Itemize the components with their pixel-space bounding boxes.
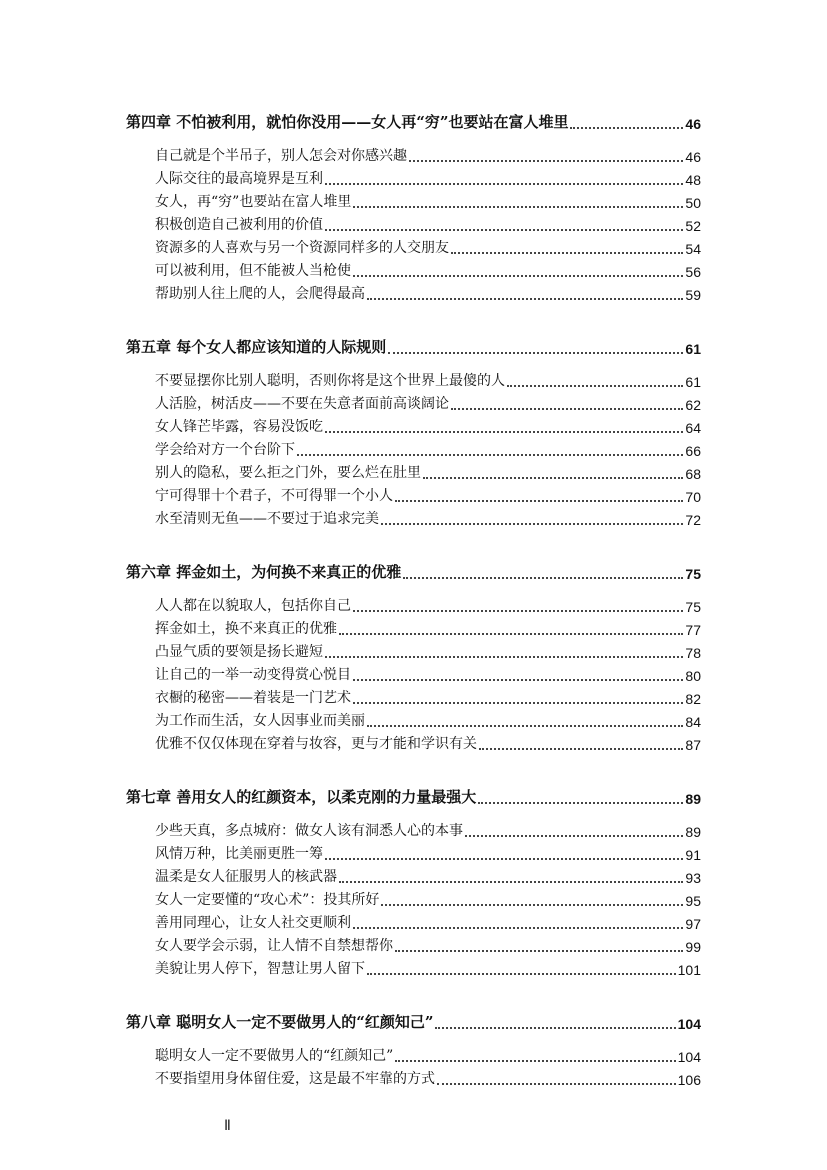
section-page-number: 56 bbox=[685, 264, 701, 280]
section-page-number: 106 bbox=[677, 1072, 701, 1088]
section-entry[interactable] bbox=[126, 165, 701, 188]
leader-dots bbox=[367, 961, 676, 975]
section-title: 美貌让男人停下，智慧让男人留下 bbox=[155, 961, 365, 977]
leader-dots bbox=[353, 915, 683, 929]
section-title: 不要指望用身体留住爱，这是最不牢靠的方式 bbox=[155, 1071, 435, 1087]
leader-dots bbox=[388, 340, 683, 354]
section-page-number: 104 bbox=[677, 1049, 701, 1065]
section-page-number: 93 bbox=[685, 870, 701, 886]
section-title: 少些天真，多点城府：做女人该有洞悉人心的本事 bbox=[155, 823, 463, 839]
section-page-number: 95 bbox=[685, 893, 701, 909]
section-title: 人活脸，树活皮——不要在失意者面前高谈阔论 bbox=[155, 396, 449, 412]
leader-dots bbox=[478, 790, 683, 804]
section-page-number: 77 bbox=[685, 622, 701, 638]
section-title: 聪明女人一定不要做男人的“红颜知己” bbox=[155, 1048, 394, 1064]
chapter-page-number: 75 bbox=[685, 566, 701, 582]
section-entry[interactable] bbox=[126, 188, 701, 211]
section-entry[interactable] bbox=[126, 817, 701, 840]
leader-dots bbox=[325, 846, 683, 860]
leader-dots bbox=[381, 892, 683, 906]
section-entry[interactable] bbox=[126, 413, 701, 436]
section-entry[interactable] bbox=[126, 367, 701, 390]
leader-dots bbox=[325, 217, 683, 231]
section-title: 可以被利用，但不能被人当枪使 bbox=[155, 263, 351, 279]
leader-dots bbox=[367, 286, 683, 300]
chapter-title: 第七章 善用女人的红颜资本，以柔克刚的力量最强大 bbox=[126, 788, 477, 806]
section-title: 优雅不仅仅体现在穿着与妆容，更与才能和学识有关 bbox=[155, 736, 477, 752]
leader-dots bbox=[451, 396, 683, 410]
section-entry[interactable] bbox=[126, 661, 701, 684]
section-page-number: 78 bbox=[685, 645, 701, 661]
leader-dots bbox=[297, 442, 683, 456]
chapter-title: 第六章 挥金如土，为何换不来真正的优雅 bbox=[126, 563, 402, 581]
section-page-number: 97 bbox=[685, 916, 701, 932]
section-page-number: 50 bbox=[685, 195, 701, 211]
section-title: 积极创造自己被利用的价值 bbox=[155, 217, 323, 233]
leader-dots bbox=[381, 511, 683, 525]
leader-dots bbox=[395, 938, 683, 952]
section-page-number: 61 bbox=[685, 374, 701, 390]
section-entry[interactable] bbox=[126, 615, 701, 638]
leader-dots bbox=[325, 171, 683, 185]
section-page-number: 80 bbox=[685, 668, 701, 684]
section-title: 女人，再“穷”也要站在富人堆里 bbox=[155, 194, 352, 210]
leader-dots bbox=[367, 713, 683, 727]
leader-dots bbox=[353, 598, 683, 612]
section-title: 善用同理心，让女人社交更顺利 bbox=[155, 915, 351, 931]
chapter-heading[interactable] bbox=[126, 558, 701, 582]
leader-dots bbox=[403, 565, 683, 579]
section-entry[interactable] bbox=[126, 730, 701, 753]
leader-dots bbox=[395, 1048, 675, 1062]
section-page-number: 64 bbox=[685, 420, 701, 436]
section-entry[interactable] bbox=[126, 280, 701, 303]
section-title: 资源多的人喜欢与另一个资源同样多的人交朋友 bbox=[155, 240, 449, 256]
section-entry[interactable] bbox=[126, 707, 701, 730]
chapter-page-number: 104 bbox=[677, 1016, 701, 1032]
section-entry[interactable] bbox=[126, 909, 701, 932]
section-title: 女人一定要懂的“攻心术”：投其所好 bbox=[155, 892, 380, 908]
section-page-number: 54 bbox=[685, 241, 701, 257]
chapter-heading[interactable] bbox=[126, 333, 701, 357]
chapter-heading[interactable] bbox=[126, 783, 701, 807]
chapter-block bbox=[126, 333, 701, 528]
section-entry[interactable] bbox=[126, 840, 701, 863]
chapter-page-number: 46 bbox=[685, 116, 701, 132]
leader-dots bbox=[451, 240, 683, 254]
chapter-block bbox=[126, 1008, 701, 1088]
section-title: 人际交往的最高境界是互利 bbox=[155, 171, 323, 187]
chapter-title: 第四章 不怕被利用，就怕你没用——女人再“穷”也要站在富人堆里 bbox=[126, 113, 569, 131]
leader-dots bbox=[507, 373, 683, 387]
section-title: 衣橱的秘密——着装是一门艺术 bbox=[155, 690, 351, 706]
leader-dots bbox=[353, 194, 683, 208]
section-title: 人人都在以貌取人，包括你自己 bbox=[155, 598, 351, 614]
section-title: 学会给对方一个台阶下 bbox=[155, 442, 295, 458]
section-page-number: 68 bbox=[685, 466, 701, 482]
chapter-block bbox=[126, 108, 701, 303]
section-page-number: 91 bbox=[685, 847, 701, 863]
section-entry[interactable] bbox=[126, 592, 701, 615]
section-page-number: 87 bbox=[685, 737, 701, 753]
chapter-heading[interactable] bbox=[126, 108, 701, 132]
section-entry[interactable] bbox=[126, 955, 701, 978]
leader-dots bbox=[325, 644, 683, 658]
chapter-heading[interactable] bbox=[126, 1008, 701, 1032]
section-entry[interactable] bbox=[126, 638, 701, 661]
section-entry[interactable] bbox=[126, 932, 701, 955]
chapter-page-number: 89 bbox=[685, 791, 701, 807]
section-page-number: 66 bbox=[685, 443, 701, 459]
section-entry[interactable] bbox=[126, 142, 701, 165]
section-title: 女人锋芒毕露，容易没饭吃 bbox=[155, 419, 323, 435]
section-page-number: 72 bbox=[685, 512, 701, 528]
section-entry[interactable] bbox=[126, 390, 701, 413]
chapter-title: 第五章 每个女人都应该知道的人际规则 bbox=[126, 338, 387, 356]
section-entry[interactable] bbox=[126, 459, 701, 482]
leader-dots bbox=[465, 823, 683, 837]
section-title: 挥金如土，换不来真正的优雅 bbox=[155, 621, 337, 637]
leader-dots bbox=[395, 488, 683, 502]
section-title: 帮助别人往上爬的人，会爬得最高 bbox=[155, 286, 365, 302]
page-footer-marker: Ⅱ bbox=[224, 1118, 231, 1134]
chapter-block bbox=[126, 558, 701, 753]
section-title: 风情万种，比美丽更胜一筹 bbox=[155, 846, 323, 862]
leader-dots bbox=[570, 115, 683, 129]
section-page-number: 99 bbox=[685, 939, 701, 955]
section-page-number: 52 bbox=[685, 218, 701, 234]
section-entry[interactable] bbox=[126, 234, 701, 257]
section-title: 宁可得罪十个君子，不可得罪一个小人 bbox=[155, 488, 393, 504]
section-title: 女人要学会示弱，让人情不自禁想帮你 bbox=[155, 938, 393, 954]
section-entry[interactable] bbox=[126, 505, 701, 528]
leader-dots bbox=[437, 1071, 676, 1085]
section-entry[interactable] bbox=[126, 886, 701, 909]
section-page-number: 59 bbox=[685, 287, 701, 303]
section-entry[interactable] bbox=[126, 684, 701, 707]
section-page-number: 82 bbox=[685, 691, 701, 707]
table-of-contents bbox=[126, 108, 701, 1118]
section-page-number: 48 bbox=[685, 172, 701, 188]
section-title: 水至清则无鱼——不要过于追求完美 bbox=[155, 511, 379, 527]
leader-dots bbox=[325, 419, 683, 433]
section-page-number: 62 bbox=[685, 397, 701, 413]
section-title: 为工作而生活，女人因事业而美丽 bbox=[155, 713, 365, 729]
chapter-block bbox=[126, 783, 701, 978]
leader-dots bbox=[339, 869, 683, 883]
section-title: 凸显气质的要领是扬长避短 bbox=[155, 644, 323, 660]
leader-dots bbox=[409, 148, 683, 162]
section-title: 别人的隐私，要么拒之门外，要么烂在肚里 bbox=[155, 465, 421, 481]
leader-dots bbox=[479, 736, 683, 750]
section-page-number: 46 bbox=[685, 149, 701, 165]
section-page-number: 75 bbox=[685, 599, 701, 615]
section-page-number: 70 bbox=[685, 489, 701, 505]
leader-dots bbox=[339, 621, 683, 635]
section-title: 让自己的一举一动变得赏心悦目 bbox=[155, 667, 351, 683]
leader-dots bbox=[423, 465, 683, 479]
leader-dots bbox=[435, 1015, 675, 1029]
section-page-number: 101 bbox=[677, 962, 701, 978]
section-title: 自己就是个半吊子，别人怎会对你感兴趣 bbox=[155, 148, 407, 164]
section-page-number: 89 bbox=[685, 824, 701, 840]
section-entry[interactable] bbox=[126, 482, 701, 505]
section-entry[interactable] bbox=[126, 1065, 701, 1088]
section-entry[interactable] bbox=[126, 436, 701, 459]
section-entry[interactable] bbox=[126, 863, 701, 886]
leader-dots bbox=[353, 667, 683, 681]
section-entry[interactable] bbox=[126, 211, 701, 234]
section-page-number: 84 bbox=[685, 714, 701, 730]
leader-dots bbox=[353, 263, 683, 277]
section-title: 不要显摆你比别人聪明，否则你将是这个世界上最傻的人 bbox=[155, 373, 505, 389]
chapter-page-number: 61 bbox=[685, 341, 701, 357]
leader-dots bbox=[353, 690, 683, 704]
section-entry[interactable] bbox=[126, 1042, 701, 1065]
section-entry[interactable] bbox=[126, 257, 701, 280]
section-title: 温柔是女人征服男人的核武器 bbox=[155, 869, 337, 885]
chapter-title: 第八章 聪明女人一定不要做男人的“红颜知己” bbox=[126, 1013, 434, 1031]
